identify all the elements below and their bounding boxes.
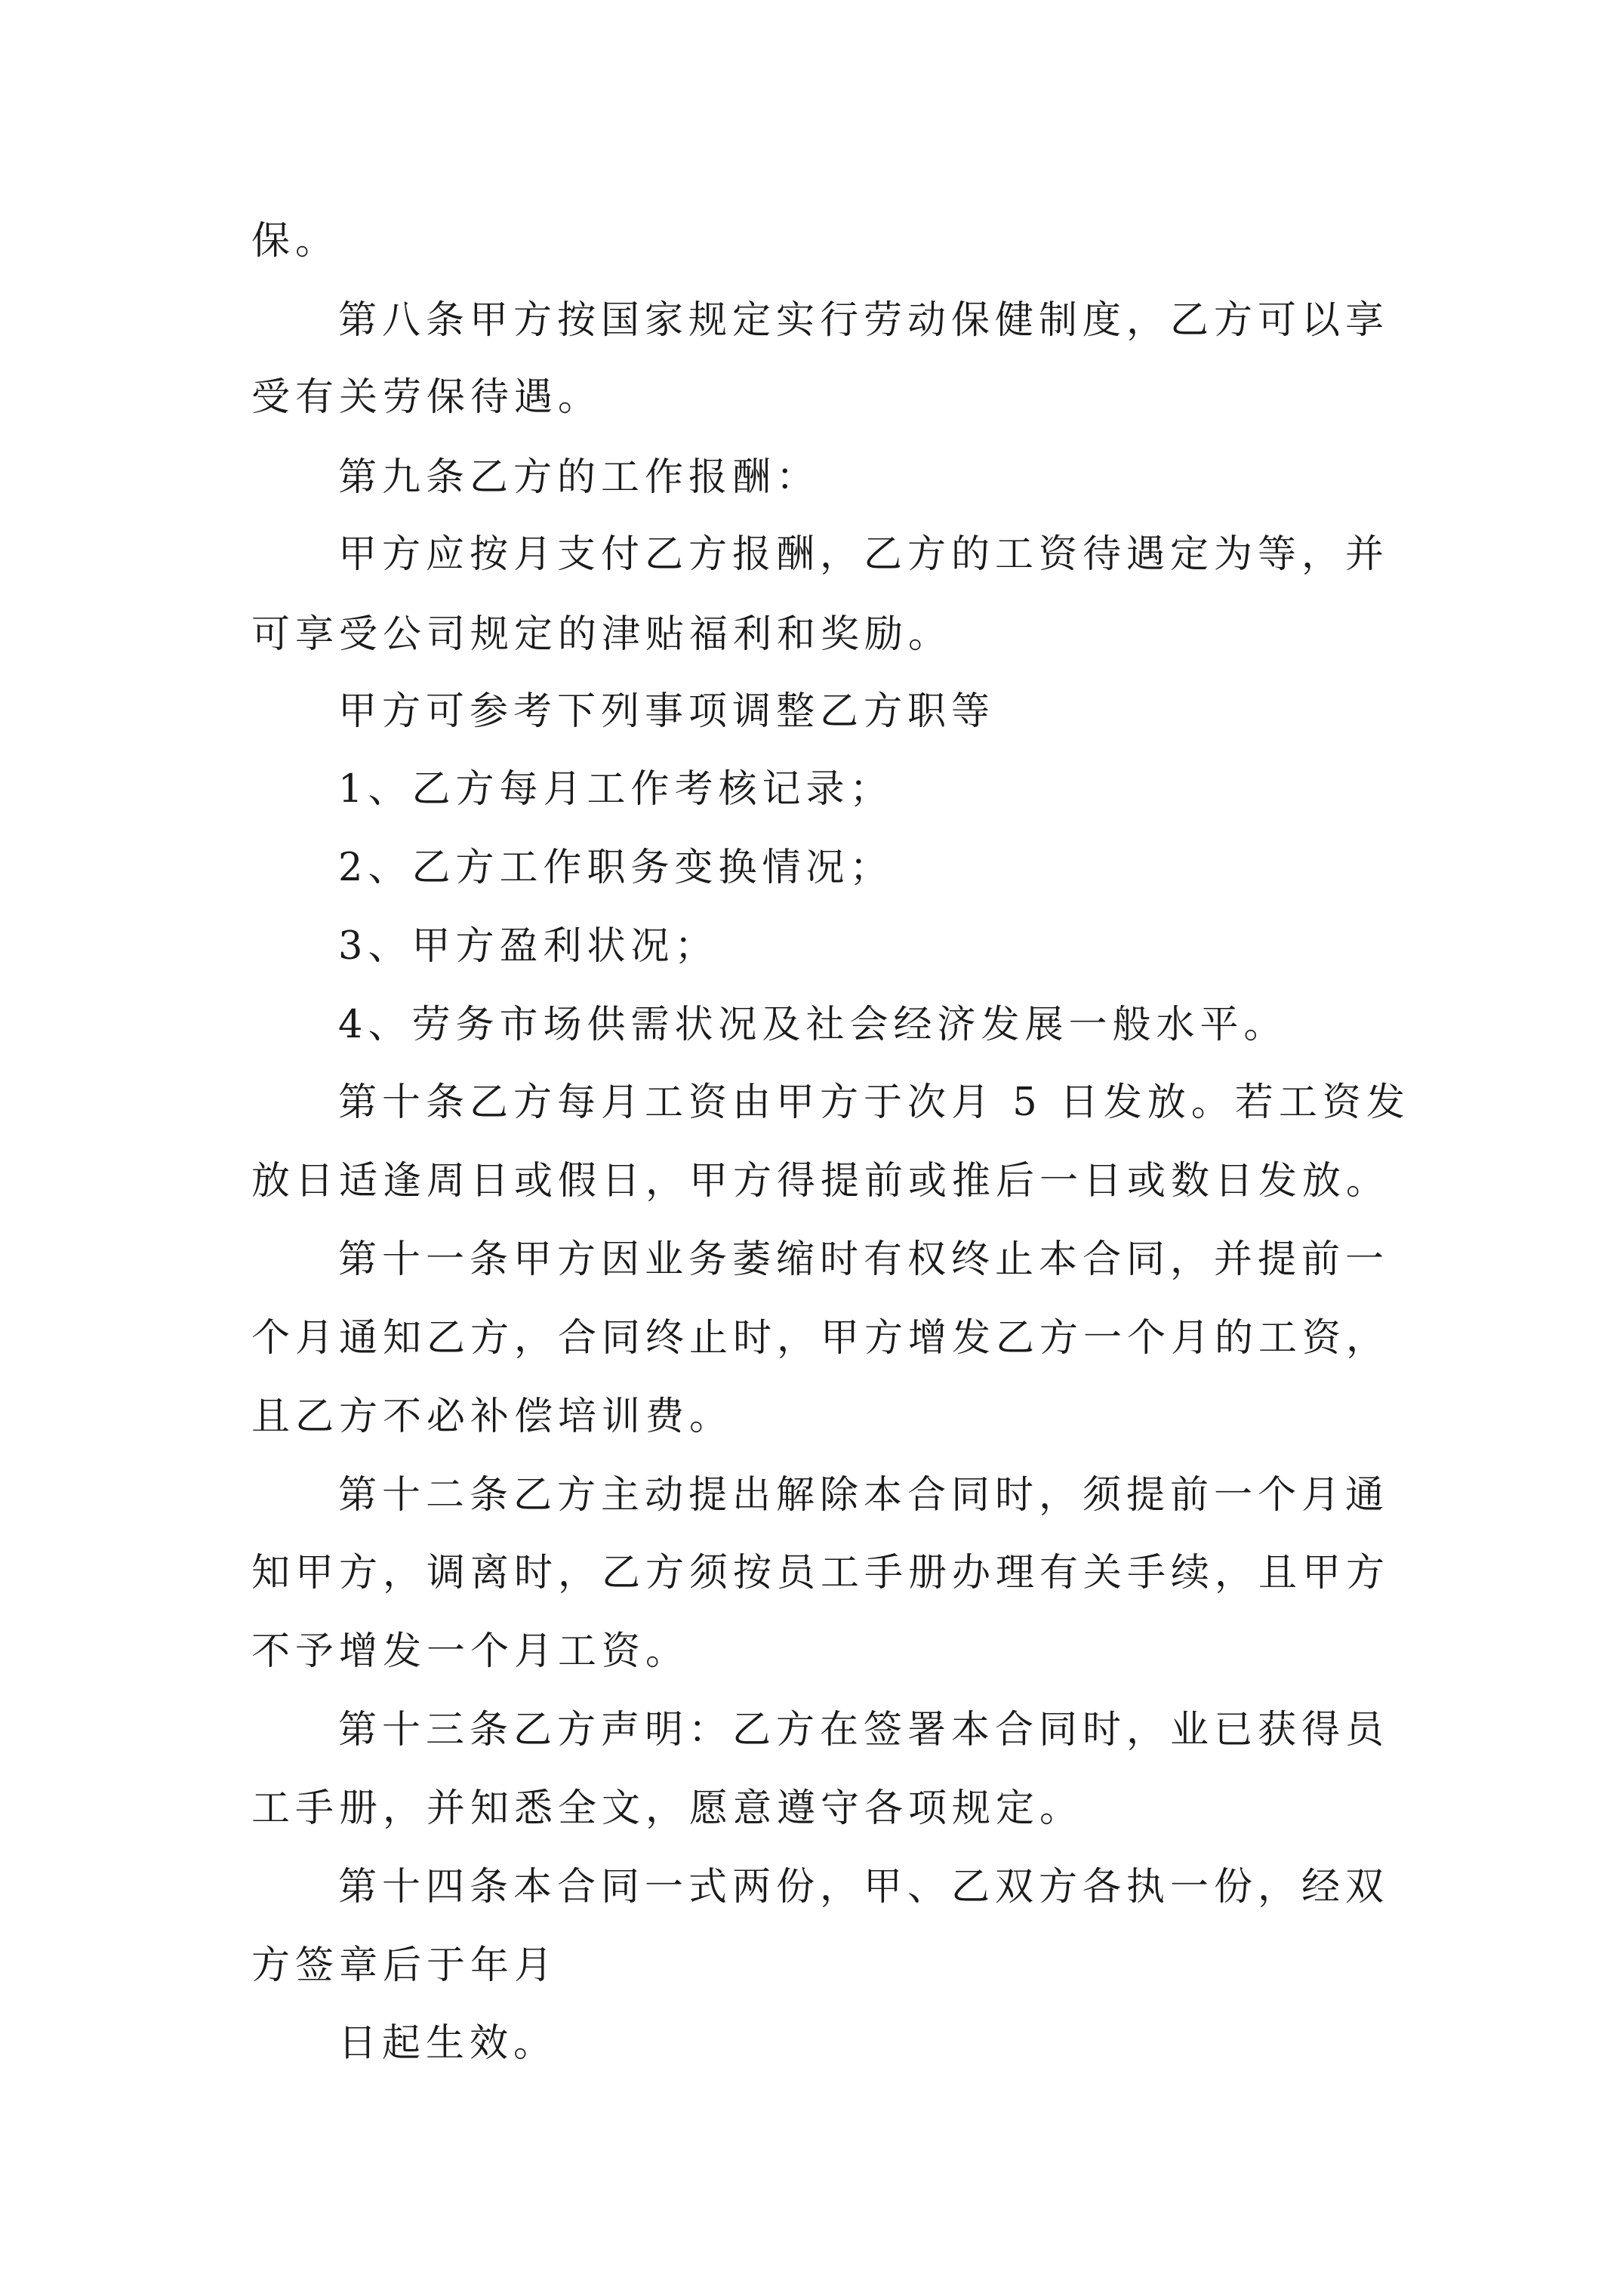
text-line: 知甲方，调离时，乙方须按员工手册办理有关手续，且甲方 [251, 1551, 1390, 1595]
text-line: 可享受公司规定的津贴福利和奖励。 [251, 612, 953, 657]
text-line: 甲方可参考下列事项调整乙方职等 [338, 689, 996, 734]
text-line: 2、乙方工作职务变换情况； [338, 846, 894, 890]
text-line: 工手册，并知悉全文，愿意遵守各项规定。 [251, 1786, 1084, 1831]
text-line: 第十条乙方每月工资由甲方于次月 5 日发放。若工资发 [338, 1080, 1410, 1125]
text-line: 3、甲方盈利状况； [338, 924, 719, 969]
text-line: 第十一条甲方因业务萎缩时有权终止本合同，并提前一 [338, 1237, 1390, 1282]
text-line: 个月通知乙方，合同终止时，甲方增发乙方一个月的工资， [251, 1316, 1390, 1361]
text-line: 且乙方不必补偿培训费。 [251, 1395, 734, 1439]
text-line: 保。 [251, 219, 340, 264]
text-line: 甲方应按月支付乙方报酬，乙方的工资待遇定为等，并 [338, 532, 1390, 577]
text-line: 方签章后于年月 [251, 1943, 559, 1988]
text-line: 第十四条本合同一式两份，甲、乙双方各执一份，经双 [338, 1865, 1390, 1909]
text-line: 日起生效。 [338, 2021, 558, 2066]
text-line: 不予增发一个月工资。 [251, 1629, 690, 1674]
text-line: 受有关劳保待遇。 [251, 375, 602, 420]
text-line: 第九条乙方的工作报酬： [338, 455, 821, 500]
text-line: 第八条甲方按国家规定实行劳动保健制度，乙方可以享 [338, 298, 1390, 343]
text-line: 4、劳务市场供需状况及社会经济发展一般水平。 [338, 1003, 1288, 1047]
text-line: 第十二条乙方主动提出解除本合同时，须提前一个月通 [338, 1473, 1390, 1518]
text-line: 放日适逢周日或假日，甲方得提前或推后一日或数日发放。 [251, 1159, 1390, 1203]
text-line: 1、乙方每月工作考核记录； [338, 767, 894, 812]
text-line: 第十三条乙方声明：乙方在签署本合同时，业已获得员 [338, 1708, 1390, 1752]
